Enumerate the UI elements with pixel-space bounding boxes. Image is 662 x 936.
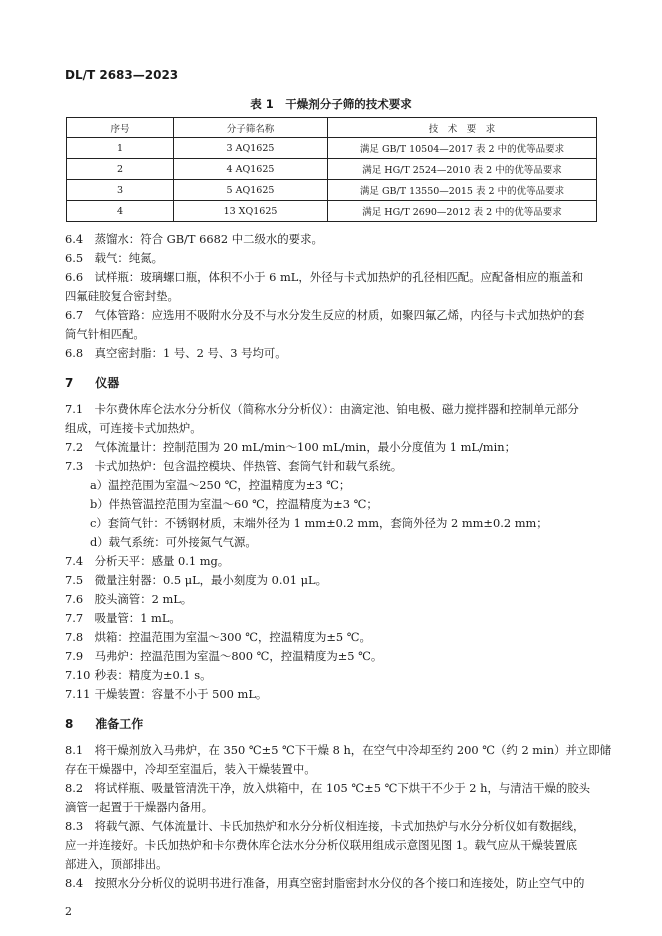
section-title: 仪器 <box>95 376 120 390</box>
clause-6-8 <box>65 344 600 363</box>
column-header: 技 术 要 求 <box>328 118 597 138</box>
clause-text: 气体管路：应选用不吸附水分及不与水分发生反应的材质，如聚四氟乙烯，内径与卡式加热炉的套 <box>94 308 585 322</box>
clause-number: 6.7 <box>65 308 84 322</box>
clause-7-9 <box>65 647 600 666</box>
clause-number: 7.9 <box>65 649 84 663</box>
table-cell: 3 <box>67 180 174 201</box>
clause-7-3 <box>65 457 600 476</box>
list-item: c）套筒气针：不锈钢材质，末端外径为 1 mm±0.2 mm，套筒外径为 2 mm±0.2 mm； <box>90 516 548 530</box>
section-number: 7 <box>65 376 74 390</box>
clause-7-5 <box>65 571 600 590</box>
clause-number: 6.4 <box>65 232 84 246</box>
table-header-row <box>67 118 597 138</box>
clause-number: 7.7 <box>65 611 84 625</box>
clause-text: 分析天平：感量 0.1 mg。 <box>94 554 230 568</box>
clause-6-4 <box>65 230 600 249</box>
clause-number: 7.6 <box>65 592 84 606</box>
clause-continuation: 筒气针相匹配。 <box>65 327 145 341</box>
table-cell: 4 <box>67 201 174 222</box>
clause-number: 7.10 <box>65 668 91 682</box>
clause-text: 微量注射器：0.5 μL，最小刻度为 0.01 μL。 <box>94 573 327 587</box>
clause-continuation: 组成，可连接卡式加热炉。 <box>65 421 202 435</box>
section-heading-8 <box>65 715 600 734</box>
clause-text: 马弗炉：控温范围为室温～800 ℃，控温精度为±5 ℃。 <box>94 649 383 663</box>
table-cell: 3 AQ1625 <box>174 138 328 159</box>
clause-text: 烘箱：控温范围为室温～300 ℃，控温精度为±5 ℃。 <box>94 630 371 644</box>
table-cell: 2 <box>67 159 174 180</box>
clause-number: 7.2 <box>65 440 84 454</box>
clause-continuation: 滴管一起置于干燥器内备用。 <box>65 800 214 814</box>
standard-number: DL/T 2683—2023 <box>65 68 179 82</box>
clause-text: 干燥装置：容量不小于 500 mL。 <box>94 687 268 701</box>
clause-7-7 <box>65 609 600 628</box>
clause-text: 气体流量计：控制范围为 20 mL/min～100 mL/min，最小分度值为 1 mL/min； <box>94 440 516 454</box>
clause-7-10 <box>65 666 600 685</box>
clause-continuation: 存在干燥器中，冷却至室温后，装入干燥装置中。 <box>65 762 316 776</box>
clause-6-7 <box>65 306 600 325</box>
table-cell: 满足 HG/T 2690—2012 表 2 中的优等品要求 <box>328 201 597 222</box>
list-item: a）温控范围为室温～250 ℃，控温精度为±3 ℃； <box>90 478 351 492</box>
column-header: 分子筛名称 <box>174 118 328 138</box>
table-row <box>67 159 597 180</box>
clause-6-6 <box>65 268 600 287</box>
clause-7-8 <box>65 628 600 647</box>
clause-text: 卡尔费休库仑法水分分析仪（简称水分分析仪）：由滴定池、铂电极、磁力搅拌器和控制单元部分 <box>94 402 579 416</box>
clause-number: 8.4 <box>65 876 84 890</box>
clause-continuation: 四氟硅胶复合密封垫。 <box>65 289 179 303</box>
clause-text: 胶头滴管：2 mL。 <box>94 592 193 606</box>
clause-text: 吸量管：1 mL。 <box>94 611 181 625</box>
clause-number: 7.3 <box>65 459 84 473</box>
clause-8-3 <box>65 817 600 836</box>
clause-number: 8.1 <box>65 743 84 757</box>
section-number: 8 <box>65 717 74 731</box>
clause-7-11 <box>65 685 600 704</box>
clause-text: 蒸馏水：符合 GB/T 6682 中二级水的要求。 <box>94 232 323 246</box>
table-cell: 满足 GB/T 10504—2017 表 2 中的优等品要求 <box>328 138 597 159</box>
clause-number: 7.5 <box>65 573 84 587</box>
clause-number: 7.1 <box>65 402 84 416</box>
table-cell: 5 AQ1625 <box>174 180 328 201</box>
spec-table <box>66 117 597 222</box>
column-header: 序号 <box>67 118 174 138</box>
list-item: d）载气系统：可外接氮气气源。 <box>90 535 257 549</box>
clause-text: 按照水分分析仪的说明书进行准备，用真空密封脂密封水分仪的各个接口和连接处，防止空气中的 <box>94 876 585 890</box>
table-cell: 13 XQ1625 <box>174 201 328 222</box>
clause-7-6 <box>65 590 600 609</box>
section-heading-7 <box>65 374 600 393</box>
clause-8-1 <box>65 741 612 760</box>
clause-number: 7.8 <box>65 630 84 644</box>
clause-7-1 <box>65 400 600 419</box>
clause-text: 将载气源、气体流量计、卡氏加热炉和水分分析仪相连接，卡式加热炉与水分分析仪如有数据线， <box>94 819 585 833</box>
clause-text: 试样瓶：玻璃螺口瓶，体积不小于 6 mL，外径与卡式加热炉的孔径相匹配。应配备相应的瓶盖和 <box>94 270 584 284</box>
clause-text: 将干燥剂放入马弗炉，在 350 ℃±5 ℃下干燥 8 h，在空气中冷却至约 200 ℃（约 2 min）并立即储 <box>94 743 612 757</box>
clause-continuation: 应一并连接好。卡氏加热炉和卡尔费休库仑法水分分析仪联用组成示意图见图 1。载气应从干燥装置底 <box>65 838 578 852</box>
clause-8-4 <box>65 874 600 893</box>
table-row <box>67 201 597 222</box>
page-number: 2 <box>65 905 72 918</box>
clause-text: 秒表：精度为±0.1 s。 <box>94 668 212 682</box>
table-cell: 1 <box>67 138 174 159</box>
list-item: b）伴热管温控范围为室温～60 ℃，控温精度为±3 ℃； <box>90 497 378 511</box>
table-caption: 表 1 干燥剂分子筛的技术要求 <box>250 97 412 111</box>
clause-number: 6.5 <box>65 251 84 265</box>
clause-6-5 <box>65 249 600 268</box>
clause-text: 将试样瓶、吸量管清洗干净，放入烘箱中，在 105 ℃±5 ℃下烘干不少于 2 h，与清洁干燥的胶头 <box>94 781 591 795</box>
section-title: 准备工作 <box>95 717 144 731</box>
table-cell: 满足 HG/T 2524—2010 表 2 中的优等品要求 <box>328 159 597 180</box>
table-cell: 满足 GB/T 13550—2015 表 2 中的优等品要求 <box>328 180 597 201</box>
clause-number: 6.6 <box>65 270 84 284</box>
clause-number: 7.4 <box>65 554 84 568</box>
clause-7-2 <box>65 438 600 457</box>
clause-number: 8.2 <box>65 781 84 795</box>
clause-text: 真空密封脂：1 号、2 号、3 号均可。 <box>94 346 287 360</box>
clause-number: 8.3 <box>65 819 84 833</box>
clause-number: 7.11 <box>65 687 91 701</box>
clause-8-2 <box>65 779 600 798</box>
table-row <box>67 180 597 201</box>
clause-continuation: 部进入，顶部排出。 <box>65 857 168 871</box>
table-cell: 4 AQ1625 <box>174 159 328 180</box>
table-row <box>67 138 597 159</box>
clause-number: 6.8 <box>65 346 84 360</box>
clause-7-4 <box>65 552 600 571</box>
clause-text: 卡式加热炉：包含温控模块、伴热管、套筒气针和载气系统。 <box>94 459 403 473</box>
clause-text: 载气：纯氮。 <box>94 251 163 265</box>
